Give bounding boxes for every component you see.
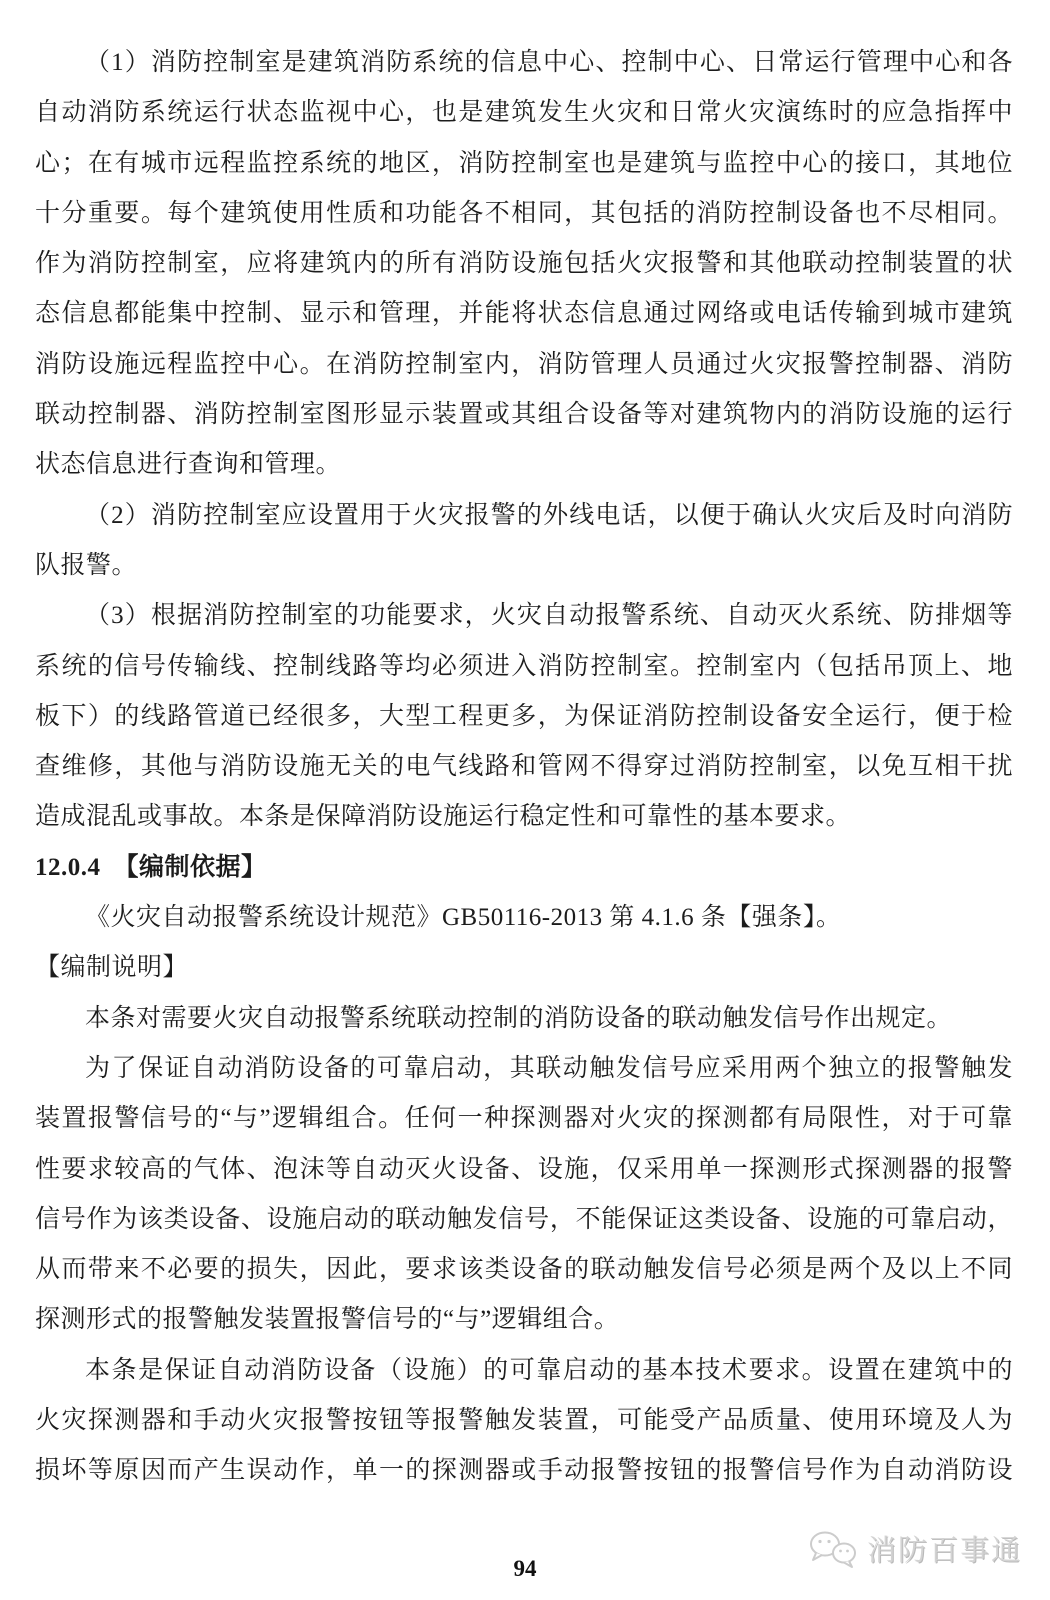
text-line: 态信息都能集中控制、显示和管理，并能将状态信息通过网络或电话传输到城市建筑 <box>35 300 1013 328</box>
text-line: 《火灾自动报警系统设计规范》GB50116-2013 第 4.1.6 条【强条】。 <box>85 904 842 932</box>
text-line: 联动控制器、消防控制室图形显示装置或其组合设备等对建筑物内的消防设施的运行 <box>35 401 1013 429</box>
text-line: 造成混乱或事故。本条是保障消防设施运行稳定性和可靠性的基本要求。 <box>35 803 852 831</box>
text-line: 作为消防控制室，应将建筑内的所有消防设施包括火灾报警和其他联动控制装置的状 <box>35 250 1013 278</box>
text-line: 十分重要。每个建筑使用性质和功能各不相同，其包括的消防控制设备也不尽相同。 <box>35 199 1013 227</box>
text-line: 火灾探测器和手动火灾报警按钮等报警触发装置，可能受产品质量、使用环境及人为 <box>35 1407 1013 1435</box>
text-line: 性要求较高的气体、泡沫等自动灭火设备、设施，仅采用单一探测形式探测器的报警 <box>35 1155 1013 1183</box>
text-line: 从而带来不必要的损失，因此，要求该类设备的联动触发信号必须是两个及以上不同 <box>35 1256 1013 1284</box>
text-line: 信号作为该类设备、设施启动的联动触发信号，不能保证这类设备、设施的可靠启动， <box>35 1205 1013 1233</box>
text-line: 探测形式的报警触发装置报警信号的“与”逻辑组合。 <box>35 1306 620 1334</box>
text-line: 本条对需要火灾自动报警系统联动控制的消防设备的联动触发信号作出规定。 <box>85 1004 953 1032</box>
text-line: 装置报警信号的“与”逻辑组合。任何一种探测器对火灾的探测都有局限性，对于可靠 <box>35 1105 1013 1133</box>
text-line: （2）消防控制室应设置用于火灾报警的外线电话，以便于确认火灾后及时向消防 <box>85 501 1013 529</box>
text-line: 查维修，其他与消防设施无关的电气线路和管网不得穿过消防控制室，以免互相干扰 <box>35 753 1013 781</box>
document-text <box>35 38 1013 1497</box>
text-line: 队报警。 <box>35 551 138 579</box>
text-line: 损坏等原因而产生误动作，单一的探测器或手动报警按钮的报警信号作为自动消防设 <box>35 1457 1013 1485</box>
text-line: （1）消防控制室是建筑消防系统的信息中心、控制中心、日常运行管理中心和各 <box>85 49 1013 76</box>
text-line: 为了保证自动消防设备的可靠启动，其联动触发信号应采用两个独立的报警触发 <box>85 1054 1013 1082</box>
text-line: 心；在有城市远程监控系统的地区，消防控制室也是建筑与监控中心的接口，其地位 <box>35 149 1013 177</box>
text-line: 系统的信号传输线、控制线路等均必须进入消防控制室。控制室内（包括吊顶上、地 <box>35 652 1013 680</box>
text-line: 消防设施远程监控中心。在消防控制室内，消防管理人员通过火灾报警控制器、消防 <box>35 350 1013 378</box>
text-line: 【编制说明】 <box>35 954 189 982</box>
text-line: 状态信息进行查询和管理。 <box>35 451 342 479</box>
watermark-label: 消防百事通 <box>866 1535 1022 1567</box>
text-line: 板下）的线路管道已经很多，大型工程更多，为保证消防控制设备安全运行，便于检 <box>35 702 1013 730</box>
section-heading-line: 12.0.4 【编制依据】 <box>35 853 267 881</box>
text-line: 自动消防系统运行状态监视中心，也是建筑发生火灾和日常火灾演练时的应急指挥中 <box>35 99 1013 127</box>
page-number: 94 <box>513 1556 537 1581</box>
text-line: 本条是保证自动消防设备（设施）的可靠启动的基本技术要求。设置在建筑中的 <box>85 1356 1013 1384</box>
text-line: （3）根据消防控制室的功能要求，火灾自动报警系统、自动灭火系统、防排烟等 <box>85 602 1013 630</box>
